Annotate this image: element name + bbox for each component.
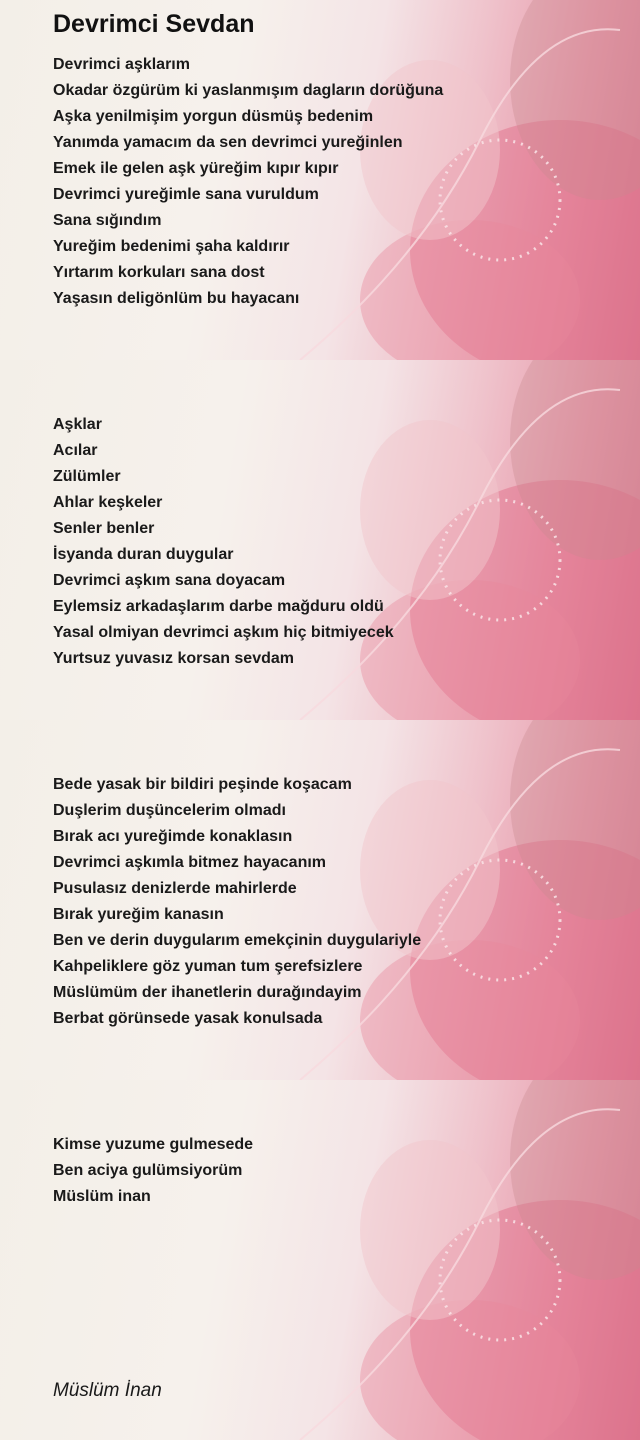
poem-panel-3 bbox=[0, 720, 640, 1080]
poem-line: Ben aciya gulümsiyorüm bbox=[53, 1162, 243, 1179]
poem-line: Zülümler bbox=[53, 468, 121, 485]
poem-line: Aşka yenilmişim yorgun düsmüş bedenim bbox=[53, 108, 374, 125]
poem-author: Müslüm İnan bbox=[53, 1380, 162, 1401]
poem-line: Yurtsuz yuvasız korsan sevdam bbox=[53, 650, 294, 667]
poem-line: Yaşasın deligönlüm bu hayacanı bbox=[53, 290, 300, 307]
poem-line: Kahpeliklere göz yuman tum şerefsizlere bbox=[53, 958, 363, 975]
poem-panel-2 bbox=[0, 360, 640, 720]
poem-line: Ahlar keşkeler bbox=[53, 494, 163, 511]
poem-line: Müslümüm der ihanetlerin durağındayim bbox=[53, 984, 362, 1001]
poem-line: İsyanda duran duygular bbox=[53, 546, 234, 563]
poem-line: Eylemsiz arkadaşlarım darbe mağduru oldü bbox=[53, 598, 384, 615]
poem-line: Pusulasız denizlerde mahirlerde bbox=[53, 880, 297, 897]
poem-line: Okadar özgürüm ki yaslanmışım dagların dorüğuna bbox=[53, 82, 444, 99]
stanza-3 bbox=[53, 772, 421, 1032]
poem-line: Bırak yureğim kanasın bbox=[53, 906, 224, 923]
poem-line: Devrimci aşkım sana doyacam bbox=[53, 572, 286, 589]
poem-line: Yanımda yamacım da sen devrimci yureğinlen bbox=[53, 134, 403, 151]
poem-line: Acılar bbox=[53, 442, 98, 459]
poem-line: Berbat görünsede yasak konulsada bbox=[53, 1010, 323, 1027]
poem-line: Kimse yuzume gulmesede bbox=[53, 1136, 254, 1153]
poem-panel-1 bbox=[0, 0, 640, 360]
stanza-4 bbox=[53, 1132, 253, 1210]
poem-line: Bırak acı yureğimde konaklasın bbox=[53, 828, 293, 845]
poem-line: Devrimci aşklarım bbox=[53, 56, 190, 73]
poem-title: Devrimci Sevdan bbox=[53, 10, 255, 38]
poem-line: Sana sığındım bbox=[53, 212, 162, 229]
poem-line: Devrimci yureğimle sana vuruldum bbox=[53, 186, 319, 203]
poem-line: Duşlerim duşüncelerim olmadı bbox=[53, 802, 286, 819]
poem-line: Yasal olmiyan devrimci aşkım hiç bitmiyecek bbox=[53, 624, 394, 641]
poem-line: Yureğim bedenimi şaha kaldırır bbox=[53, 238, 290, 255]
poem-line: Aşklar bbox=[53, 416, 102, 433]
poem-line: Yırtarım korkuları sana dost bbox=[53, 264, 265, 281]
poem-line: Senler benler bbox=[53, 520, 155, 537]
poem-line: Emek ile gelen aşk yüreğim kıpır kıpır bbox=[53, 160, 339, 177]
poem-line: Bede yasak bir bildiri peşinde koşacam bbox=[53, 776, 352, 793]
poem-line: Ben ve derin duygularım emekçinin duygulariyle bbox=[53, 932, 422, 949]
poem-line: Devrimci aşkımla bitmez hayacanım bbox=[53, 854, 327, 871]
stanza-2 bbox=[53, 412, 394, 672]
stanza-1 bbox=[53, 52, 443, 312]
poem-line: Müslüm inan bbox=[53, 1188, 151, 1205]
